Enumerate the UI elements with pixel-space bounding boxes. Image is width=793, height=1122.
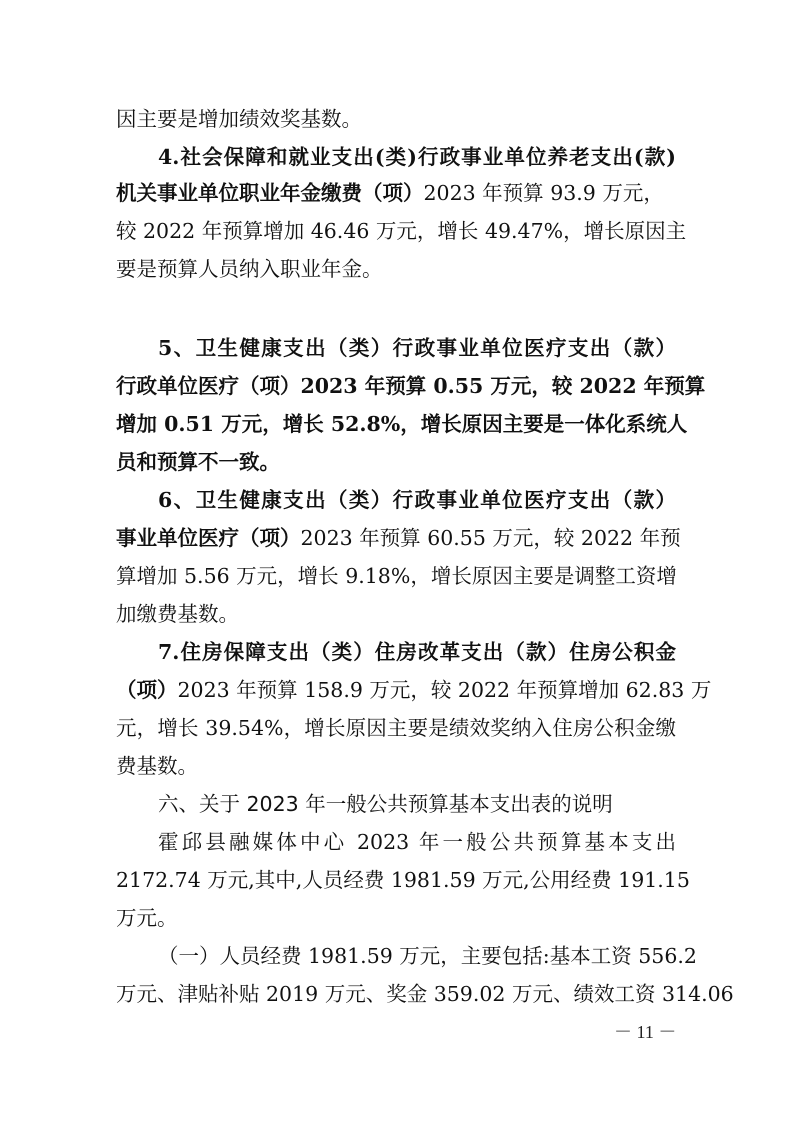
section-5-title-line: 5、卫生健康支出（类）行政事业单位医疗支出（款） [158,336,676,360]
paragraph-line: 算增加 5.56 万元，增长 9.18%，增长原因主要是调整工资增 [116,564,677,588]
section-7-item-label: （项） [116,678,178,702]
section-4-title-line: 4.社会保障和就业支出(类)行政事业单位养老支出(款) [158,145,676,169]
paragraph-line: 霍邱县融媒体中心 2023 年一般公共预算基本支出 [158,830,676,854]
section-4-item-text: 2023 年预算 93.9 万元， [423,181,664,205]
section-5-line: 员和预算不一致。 [116,450,280,474]
section-6-item-text: 2023 年预算 60.55 万元，较 2022 年预 [300,526,681,550]
paragraph-line: 万元、津贴补贴 2019 万元、奖金 359.02 万元、绩效工资 314.06 [116,982,734,1006]
paragraph-line: 加缴费基数。 [116,602,239,626]
paragraph-line: 万元。 [116,906,178,930]
section-6-item-label: 事业单位医疗（项） [116,526,301,550]
section-7-line [116,675,712,705]
paragraph-line: 2172.74 万元,其中,人员经费 1981.59 万元,公用经费 191.15 [116,868,690,892]
paragraph-line: 要是预算人员纳入职业年金。 [116,257,383,281]
paragraph-line: 费基数。 [116,754,198,778]
section-7-title-line: 7.住房保障支出（类）住房改革支出（款）住房公积金 [158,640,676,664]
section-7-item-text: 2023 年预算 158.9 万元，较 2022 年预算增加 62.83 万 [177,678,712,702]
paragraph-line: （一）人员经费 1981.59 万元，主要包括:基本工资 556.2 [158,944,697,968]
paragraph-line: 较 2022 年预算增加 46.46 万元，增长 49.47%，增长原因主 [116,219,687,243]
paragraph-line: 元，增长 39.54%，增长原因主要是绩效奖纳入住房公积金缴 [116,716,676,740]
section-5-line: 增加 0.51 万元，增长 52.8%，增长原因主要是一体化系统人 [116,412,688,436]
section-4-item-label: 机关事业单位职业年金缴费（项） [116,181,424,205]
section-6-title-line: 6、卫生健康支出（类）行政事业单位医疗支出（款） [158,488,676,512]
paragraph-line: 因主要是增加绩效奖基数。 [116,107,362,131]
section-4-line [116,178,676,208]
section-5-line: 行政单位医疗（项）2023 年预算 0.55 万元，较 2022 年预算 [116,374,706,398]
page-number: － 11 － [614,1022,677,1042]
section-heading-6: 六、关于 2023 年一般公共预算基本支出表的说明 [158,792,613,816]
section-6-line [116,523,681,553]
